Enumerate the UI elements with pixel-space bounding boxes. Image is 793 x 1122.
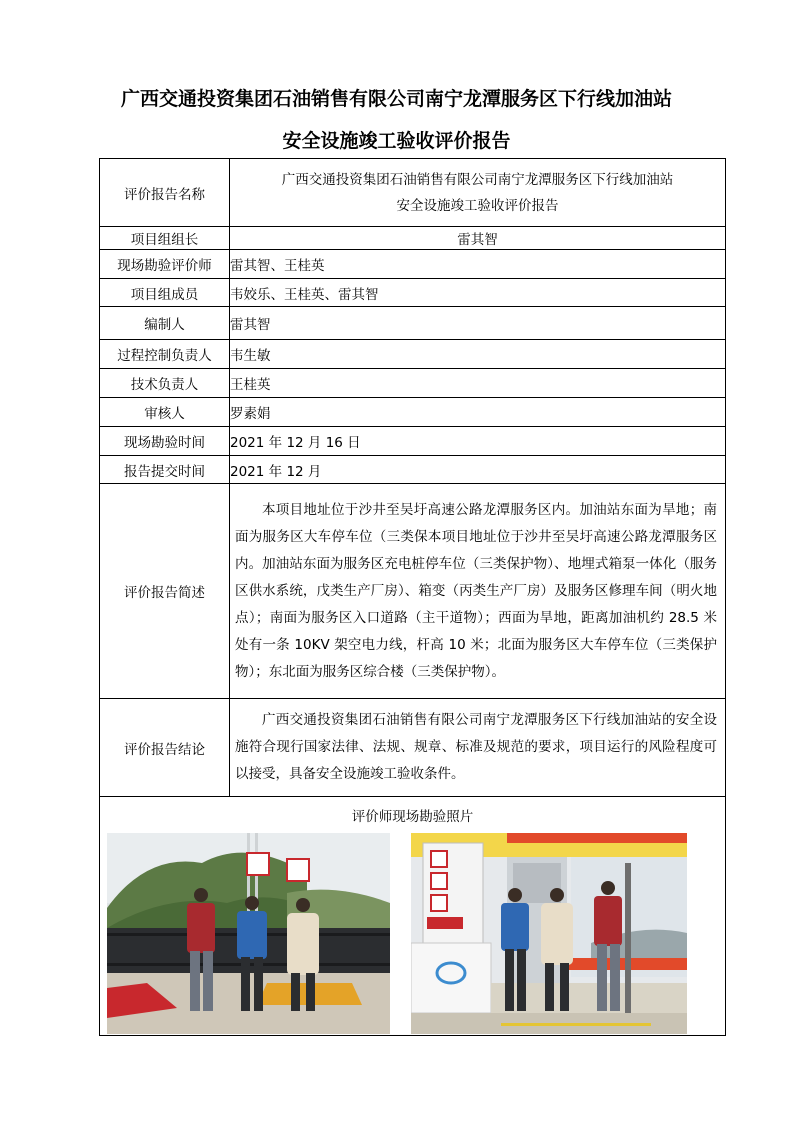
row-label: 评价报告名称 (100, 159, 230, 227)
table-row (100, 307, 726, 340)
row-label: 评价报告简述 (100, 484, 230, 699)
table-row (100, 484, 726, 699)
table-row (100, 279, 726, 307)
table-row (100, 427, 726, 456)
row-value: 韦姣乐、王桂英、雷其智 (230, 279, 726, 307)
row-value: 韦生敏 (230, 340, 726, 369)
row-label: 现场勘验时间 (100, 427, 230, 456)
photos-area (100, 797, 725, 1035)
row-label: 技术负责人 (100, 369, 230, 398)
table-row (100, 340, 726, 369)
row-value: 王桂英 (230, 369, 726, 398)
document-title-line2: 安全设施竣工验收评价报告 (282, 130, 511, 152)
conclusion-cell (230, 699, 726, 797)
report-name-value (230, 159, 726, 227)
evaluation-report-table (99, 158, 726, 1036)
row-label: 编制人 (100, 307, 230, 340)
table-row (100, 456, 726, 484)
table-row (100, 369, 726, 398)
summary-text: 本项目地址位于沙井至吴圩高速公路龙潭服务区内。加油站东面为旱地；南面为服务区大车停车位（三类保本项目地址位于沙井至吴圩高速公路龙潭服务区内。加油站东面为服务区充电桩停车位（三类保护物）、地埋式箱泵一体化（服务区供水系统，戊类生产厂房）、箱变（丙类生产厂房）及服务区修理车间（明火地点）；南面为服务区入口道路（主干道物）；西面为旱地，距离加油机约 28.5 米处有一条 10KV 架空电力线，杆高 10 米；北面为服务区大车停车位（三类保护物）；东北面为服务区综合楼（三类保护物）。 (235, 501, 717, 680)
row-value: 2021 年 12 月 16 日 (230, 427, 726, 456)
document-title-line1: 广西交通投资集团石油销售有限公司南宁龙潭服务区下行线加油站 (120, 88, 672, 110)
row-label: 项目组组长 (100, 227, 230, 250)
row-label: 过程控制负责人 (100, 340, 230, 369)
table-row (100, 797, 726, 1036)
photos-caption: 评价师现场勘验照片 (351, 809, 474, 825)
table-row (100, 699, 726, 797)
row-value: 雷其智、王桂英 (230, 250, 726, 279)
row-label: 项目组成员 (100, 279, 230, 307)
table-row (100, 227, 726, 250)
report-name-line2: 安全设施竣工验收评价报告 (396, 197, 559, 214)
summary-cell (230, 484, 726, 699)
row-label: 现场勘验评价师 (100, 250, 230, 279)
photos-cell (100, 797, 726, 1036)
table-row (100, 159, 726, 227)
conclusion-text: 广西交通投资集团石油销售有限公司南宁龙潭服务区下行线加油站的安全设施符合现行国家法律、法规、规章、标准及规范的要求，项目运行的风险程度可以接受，具备安全设施竣工验收条件。 (235, 712, 717, 782)
table-row (100, 398, 726, 427)
row-value: 2021 年 12 月 (230, 456, 726, 484)
row-value: 罗素娟 (230, 398, 726, 427)
site-photo-left (107, 833, 390, 1034)
row-value: 雷其智 (230, 227, 726, 250)
row-value: 雷其智 (230, 307, 726, 340)
row-label: 报告提交时间 (100, 456, 230, 484)
row-label: 审核人 (100, 398, 230, 427)
site-photo-right (411, 833, 687, 1034)
table-row (100, 250, 726, 279)
report-name-line1: 广西交通投资集团石油销售有限公司南宁龙潭服务区下行线加油站 (281, 171, 674, 188)
row-label: 评价报告结论 (100, 699, 230, 797)
